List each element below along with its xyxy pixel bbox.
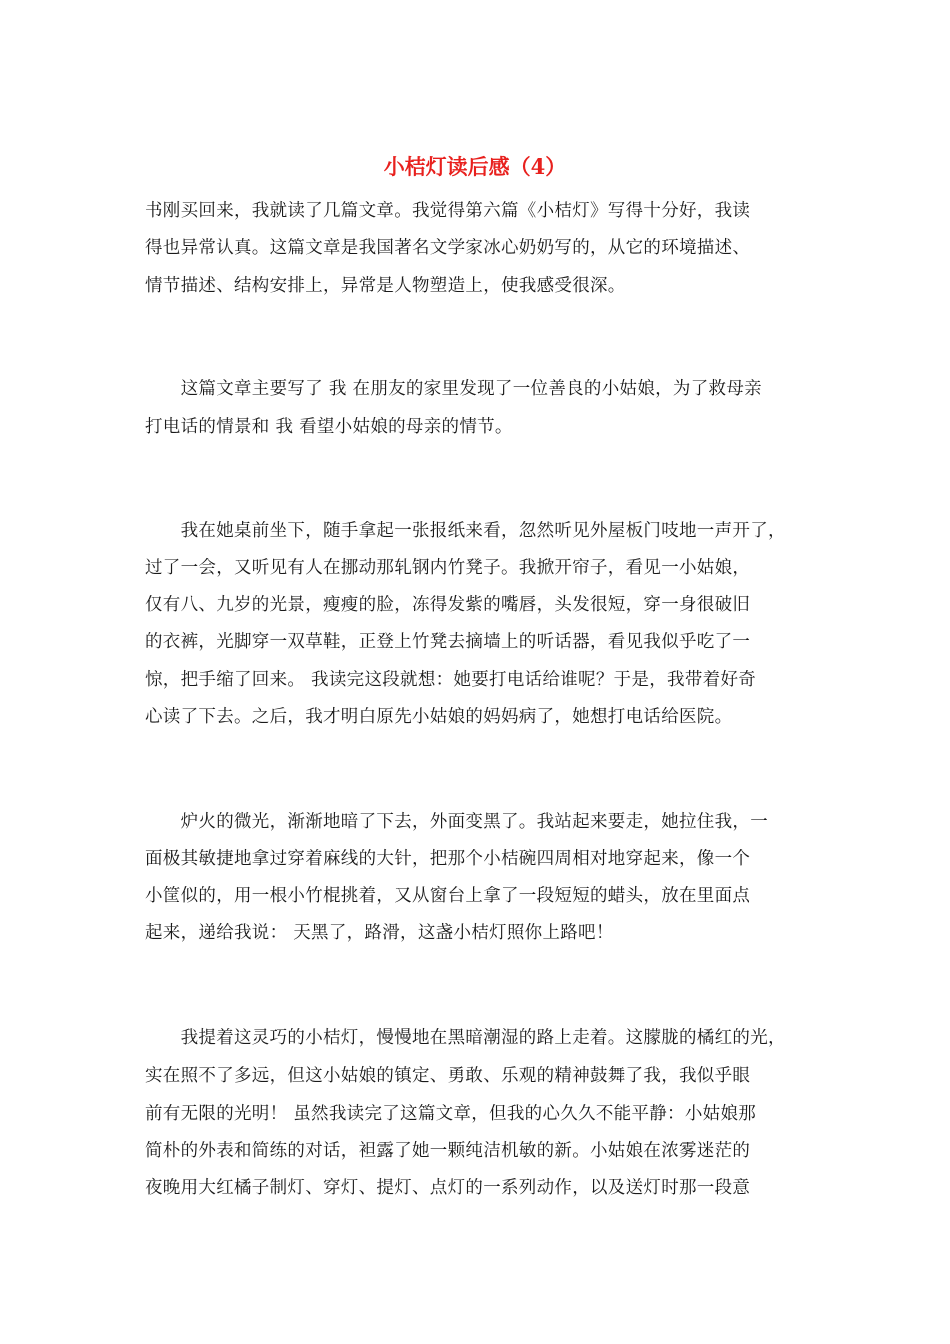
paragraph-line: 惊，把手缩了回来。 我读完这段就想：她要打电话给谁呢？于是，我带着好奇 xyxy=(145,670,757,690)
paragraph-line: 书刚买回来，我就读了几篇文章。我觉得第六篇《小桔灯》写得十分好，我读 xyxy=(145,201,751,221)
paragraph-line: 这篇文章主要写了 我 在朋友的家里发现了一位善良的小姑娘，为了救母亲 xyxy=(145,379,762,399)
paragraph-line: 情节描述、结构安排上，异常是人物塑造上，使我感受很深。 xyxy=(145,276,626,296)
paragraph-line: 炉火的微光，渐渐地暗了下去，外面变黑了。我站起来要走，她拉住我，一 xyxy=(145,812,768,832)
paragraph-line: 前有无限的光明！ 虽然我读完了这篇文章，但我的心久久不能平静：小姑娘那 xyxy=(145,1104,757,1124)
paragraph-line: 我在她桌前坐下，随手拿起一张报纸来看，忽然听见外屋板门吱地一声开了， xyxy=(145,521,786,541)
paragraph-line: 的衣裤，光脚穿一双草鞋，正登上竹凳去摘墙上的听话器，看见我似乎吃了一 xyxy=(145,632,751,652)
document-title: 小桔灯读后感（4） xyxy=(383,154,567,179)
paragraph-line: 实在照不了多远，但这小姑娘的镇定、勇敢、乐观的精神鼓舞了我，我似乎眼 xyxy=(145,1066,751,1086)
paragraph-line: 简朴的外表和简练的对话，袒露了她一颗纯洁机敏的新。小姑娘在浓雾迷茫的 xyxy=(145,1141,751,1161)
paragraph-line: 过了一会，又听见有人在挪动那轧钢内竹凳子。我掀开帘子，看见一小姑娘， xyxy=(145,558,751,578)
paragraph-line: 小筐似的，用一根小竹棍挑着，又从窗台上拿了一段短短的蜡头，放在里面点 xyxy=(145,886,751,906)
paragraph-line: 面极其敏捷地拿过穿着麻线的大针，把那个小桔碗四周相对地穿起来，像一个 xyxy=(145,849,751,869)
paragraph-line: 我提着这灵巧的小桔灯，慢慢地在黑暗潮湿的路上走着。这朦胧的橘红的光， xyxy=(145,1028,786,1048)
paragraph-line: 仅有八、九岁的光景，瘦瘦的脸，冻得发紫的嘴唇，头发很短，穿一身很破旧 xyxy=(145,595,751,615)
paragraph-line: 起来，递给我说： 天黑了，路滑，这盏小桔灯照你上路吧！ xyxy=(145,923,614,943)
paragraph-line: 打电话的情景和 我 看望小姑娘的母亲的情节。 xyxy=(145,417,513,437)
paragraph-line: 得也异常认真。这篇文章是我国著名文学家冰心奶奶写的，从它的环境描述、 xyxy=(145,238,751,258)
paragraph-line: 夜晚用大红橘子制灯、穿灯、提灯、点灯的一系列动作，以及送灯时那一段意 xyxy=(145,1178,751,1198)
paragraph-line: 心读了下去。之后，我才明白原先小姑娘的妈妈病了，她想打电话给医院。 xyxy=(145,707,733,727)
